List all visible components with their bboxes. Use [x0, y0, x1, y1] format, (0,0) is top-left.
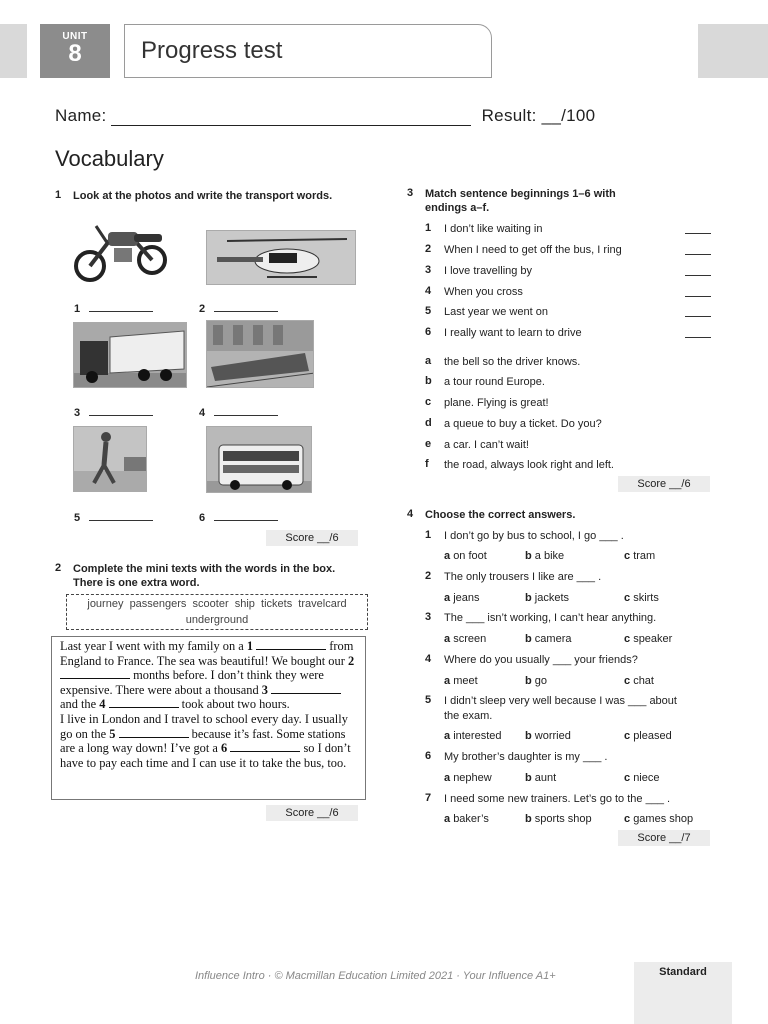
item-number: 2 [425, 243, 432, 255]
option-b[interactable]: b go [525, 675, 548, 687]
text-segment: months before. I don’t think they were expensive. There were about a thousand [60, 668, 324, 697]
option-text: worried [534, 730, 571, 742]
photo-motorbike [74, 204, 170, 286]
beginning-text: When you cross [444, 286, 523, 298]
option-b[interactable]: b aunt [525, 772, 557, 784]
q1-item-number: 5 [74, 512, 81, 524]
photo-helicopter [206, 230, 356, 285]
text-segment: Last year I went with my family on a [60, 639, 244, 653]
q1-answer-blank[interactable] [89, 301, 153, 312]
item-number: 6 [425, 750, 432, 762]
q3-beginnings [425, 222, 715, 346]
option-a[interactable]: a on foot [444, 550, 487, 562]
word-box [66, 594, 368, 630]
q3-number: 3 [407, 187, 414, 199]
question-text: I need some new trainers. Let’s go to the ___ . [444, 793, 671, 805]
beginning-text: I love travelling by [444, 265, 533, 277]
option-text: niece [633, 772, 660, 784]
q4-score: Score __/7 [618, 830, 710, 846]
item-number: 6 [425, 326, 432, 338]
question-text: The ___ isn’t working, I can’t hear anything. [444, 612, 657, 624]
q2-instruction-line1: Complete the mini texts with the words in the box. [73, 563, 336, 575]
name-result-line [55, 106, 595, 126]
option-text: speaker [633, 633, 673, 645]
q4-instruction: Choose the correct answers. [425, 509, 576, 521]
option-text: chat [633, 675, 654, 687]
ending-letter: e [425, 438, 432, 450]
option-b[interactable]: b sports shop [525, 813, 592, 825]
q1-item-number: 1 [74, 303, 81, 315]
question-text: I don’t go by bus to school, I go ___ . [444, 530, 624, 542]
title-box [124, 24, 492, 78]
gap-number: 5 [109, 726, 116, 741]
q1-number: 1 [55, 189, 62, 201]
option-text: on foot [453, 550, 487, 562]
option-text: sports shop [534, 813, 592, 825]
q4-number: 4 [407, 508, 414, 520]
option-b[interactable]: b worried [525, 730, 571, 742]
q3-instruction-line1: Match sentence beginnings 1–6 with [425, 188, 616, 200]
q2-instruction-line2: There is one extra word. [73, 577, 200, 589]
gap-blank[interactable] [271, 683, 341, 694]
result-label: Result: __/100 [481, 106, 596, 125]
option-text: pleased [633, 730, 672, 742]
option-text: nephew [453, 772, 492, 784]
unit-label: UNIT [62, 31, 88, 42]
match-answer-line[interactable] [685, 275, 711, 276]
ending-letter: a [425, 355, 432, 367]
option-b[interactable]: b camera [525, 633, 572, 645]
option-c[interactable]: c niece [624, 772, 660, 784]
item-number: 3 [425, 264, 432, 276]
header-left-tab [0, 24, 27, 78]
option-b[interactable]: b jackets [525, 592, 570, 604]
option-a[interactable]: a screen [444, 633, 487, 645]
option-text: skirts [633, 592, 659, 604]
option-text: games shop [633, 813, 694, 825]
option-text: jeans [453, 592, 480, 604]
text-segment: from England to France. The sea was beautiful! We bought our [60, 639, 354, 668]
item-number: 5 [425, 305, 432, 317]
gap-blank[interactable] [109, 697, 179, 708]
photo-pedestrian [73, 426, 147, 492]
item-number: 1 [425, 529, 432, 541]
beginning-text: I don’t like waiting in [444, 223, 543, 235]
section-title: Vocabulary [55, 146, 164, 171]
q1-answer-blank[interactable] [214, 405, 278, 416]
gap-number: 6 [221, 741, 228, 756]
q1-item-number: 6 [199, 512, 206, 524]
option-text: baker’s [453, 813, 489, 825]
word-box-line1: journey passengers scooter ship tickets travelcard [87, 598, 347, 610]
q1-answer-blank[interactable] [89, 510, 153, 521]
gap-number: 1 [246, 639, 254, 653]
question-text-continued: the exam. [444, 710, 493, 722]
ending-text: a tour round Europe. [444, 376, 545, 388]
q1-item-number: 3 [74, 407, 81, 419]
option-text: interested [453, 730, 502, 742]
photo-lorry [73, 322, 187, 388]
q4-items [425, 529, 725, 829]
text-segment: because it’s fast. Some stations are a long way down! I’ve got a [60, 726, 346, 756]
item-number: 7 [425, 792, 432, 804]
option-text: go [534, 675, 548, 687]
option-text: camera [534, 633, 572, 645]
ending-text: plane. Flying is great! [444, 397, 549, 409]
name-label: Name: [55, 106, 107, 125]
q1-item-number: 2 [199, 303, 206, 315]
option-a[interactable]: a nephew [444, 772, 492, 784]
match-answer-line[interactable] [685, 296, 711, 297]
q1-answer-blank[interactable] [214, 510, 278, 521]
gap-number: 4 [99, 697, 106, 712]
option-c[interactable]: c pleased [624, 730, 672, 742]
photo-tram [206, 320, 314, 388]
ending-letter: d [425, 417, 432, 429]
option-a[interactable]: a jeans [444, 592, 480, 604]
gap-number: 2 [347, 653, 355, 668]
option-text: screen [453, 633, 487, 645]
option-text: jackets [534, 592, 570, 604]
question-text: I didn’t sleep very well because I was ___ about [444, 695, 677, 707]
option-c[interactable]: c speaker [624, 633, 673, 645]
ending-letter: c [425, 396, 432, 408]
q3-endings [425, 355, 715, 475]
q2-score: Score __/6 [266, 805, 358, 821]
q2-number: 2 [55, 562, 62, 574]
q1-instruction: Look at the photos and write the transport words. [73, 190, 333, 202]
name-field[interactable] [111, 109, 471, 126]
ending-text: a queue to buy a ticket. Do you? [444, 418, 602, 430]
ending-letter: b [425, 375, 432, 387]
question-text: Where do you usually ___ your friends? [444, 654, 638, 666]
gap-blank[interactable] [256, 639, 326, 650]
text-segment: and the [60, 697, 97, 712]
footer-text: Influence Intro · © Macmillan Education Limited 2021 · Your Influence A1+ [195, 970, 556, 982]
unit-badge [40, 24, 110, 78]
gap-blank[interactable] [230, 741, 300, 752]
option-c[interactable]: c games shop [624, 813, 694, 825]
gap-blank[interactable] [119, 727, 189, 738]
option-a[interactable]: a interested [444, 730, 502, 742]
item-number: 4 [425, 285, 432, 297]
match-answer-line[interactable] [685, 233, 711, 234]
option-a[interactable]: a baker’s [444, 813, 489, 825]
q1-item-number: 4 [199, 407, 206, 419]
word-box-line2: underground [185, 614, 249, 626]
item-number: 5 [425, 694, 432, 706]
unit-number: 8 [68, 40, 82, 67]
beginning-text: I really want to learn to drive [444, 327, 582, 339]
ending-text: the road, always look right and left. [444, 459, 614, 471]
q3-score: Score __/6 [618, 476, 710, 492]
q1-answer-blank[interactable] [89, 405, 153, 416]
q3-instruction-line2: endings a–f. [425, 202, 490, 214]
beginning-text: When I need to get off the bus, I ring [444, 244, 622, 256]
question-text: My brother’s daughter is my ___ . [444, 751, 608, 763]
item-number: 4 [425, 653, 432, 665]
option-a[interactable]: a meet [444, 675, 478, 687]
option-text: a bike [534, 550, 565, 562]
item-number: 3 [425, 611, 432, 623]
match-answer-line[interactable] [685, 254, 711, 255]
gap-blank[interactable] [60, 668, 130, 679]
option-text: tram [633, 550, 656, 562]
header-right-tab [698, 24, 768, 78]
mini-texts [51, 636, 366, 800]
option-b[interactable]: b a bike [525, 550, 565, 562]
option-text: aunt [534, 772, 557, 784]
gap-number: 3 [261, 682, 268, 697]
ending-text: a car. I can’t wait! [444, 439, 529, 451]
option-text: meet [453, 675, 478, 687]
text-segment: I live in London and I travel to school every day. I usually go on the [60, 711, 348, 741]
option-c[interactable]: c tram [624, 550, 656, 562]
ending-text: the bell so the driver knows. [444, 356, 581, 368]
q1-answer-blank[interactable] [214, 301, 278, 312]
match-answer-line[interactable] [685, 316, 711, 317]
item-number: 1 [425, 222, 432, 234]
text-segment: so I don’t have to pay each time and I can use it to take the bus, too. [60, 741, 351, 770]
level-label: Standard [659, 966, 707, 978]
page-title: Progress test [141, 37, 283, 64]
level-badge [634, 962, 732, 1024]
match-answer-line[interactable] [685, 337, 711, 338]
text-segment: took about two hours. [181, 697, 290, 712]
q1-score: Score __/6 [266, 530, 358, 546]
option-c[interactable]: c chat [624, 675, 654, 687]
photo-coach [206, 426, 312, 493]
ending-letter: f [425, 458, 429, 470]
item-number: 2 [425, 570, 432, 582]
question-text: The only trousers I like are ___ . [444, 571, 602, 583]
option-c[interactable]: c skirts [624, 592, 659, 604]
beginning-text: Last year we went on [444, 306, 548, 318]
